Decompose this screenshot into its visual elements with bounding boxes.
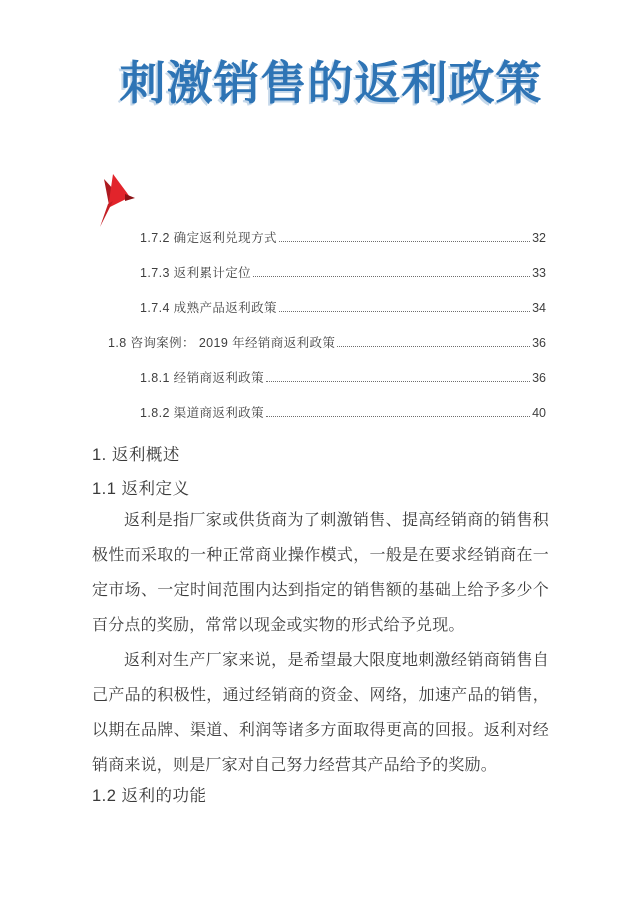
document-title: 刺激销售的返利政策 <box>119 57 543 109</box>
toc-entry-1-8-2[interactable] <box>108 403 546 438</box>
dot-leader <box>253 276 530 277</box>
dot-leader <box>266 416 530 417</box>
toc-entry-page-number: 36 <box>532 371 546 385</box>
section-heading-1-2: 1.2 返利的功能 <box>92 787 207 805</box>
toc-entry-label: 1.8.1 经销商返利政策 <box>140 371 264 385</box>
toc-entry-label: 1.7.3 返利累计定位 <box>140 266 252 280</box>
toc-entry-1-8[interactable] <box>108 333 546 368</box>
toc-entry-label: 1.8 咨询案例： 2019 年经销商返利政策 <box>108 336 336 350</box>
dot-leader <box>279 241 530 242</box>
toc-entry-label: 1.7.2 确定返利兑现方式 <box>140 231 277 245</box>
toc-entry-1-8-1[interactable] <box>108 368 546 403</box>
paragraph-rebate-definition-2: 返利对生产厂家来说，是希望最大限度地刺激经销商销售自己产品的积极性，通过经销商的资金、网络，加速产品的销售，以期在品牌、渠道、利润等诸多方面取得更高的回报。返利对经销商来说，则是厂家对自己努力经营其产品给予的奖励。 <box>92 652 549 774</box>
dot-leader <box>279 311 530 312</box>
dot-leader <box>337 346 530 347</box>
section-heading-1-1: 1.1 返利定义 <box>92 480 190 498</box>
document-body <box>92 445 549 806</box>
toc-entry-1-7-4[interactable] <box>108 298 546 333</box>
section-heading-1: 1. 返利概述 <box>92 446 180 464</box>
toc-entry-label: 1.7.4 成熟产品返利政策 <box>140 301 277 315</box>
toc-entry-page-number: 40 <box>532 406 546 420</box>
toc-entry-page-number: 32 <box>532 231 546 245</box>
toc-entry-page-number: 34 <box>532 301 546 315</box>
bird-logo-icon <box>94 173 136 229</box>
paragraph-rebate-definition-1: 返利是指厂家或供货商为了刺激销售、提高经销商的销售积极性而采取的一种正常商业操作模式，一般是在要求经销商在一定市场、一定时间范围内达到指定的销售额的基础上给予多少个百分点的奖励，常常以现金或实物的形式给予兑现。 <box>92 512 549 634</box>
toc-entry-label: 1.8.2 渠道商返利政策 <box>140 406 264 420</box>
toc-entry-page-number: 33 <box>532 266 546 280</box>
table-of-contents <box>108 228 546 438</box>
toc-entry-1-7-2[interactable] <box>108 228 546 263</box>
dot-leader <box>266 381 530 382</box>
toc-entry-1-7-3[interactable] <box>108 263 546 298</box>
toc-entry-page-number: 36 <box>532 336 546 350</box>
